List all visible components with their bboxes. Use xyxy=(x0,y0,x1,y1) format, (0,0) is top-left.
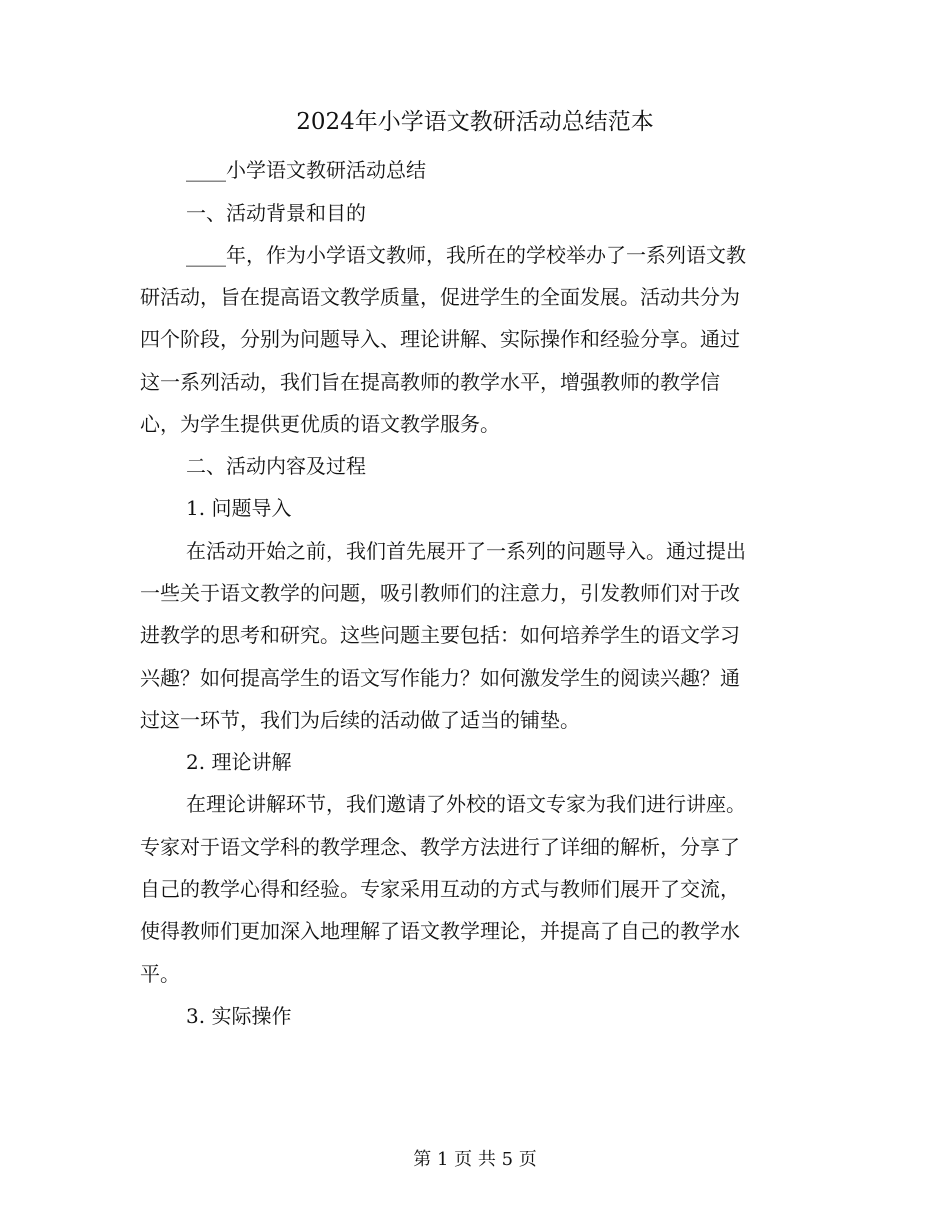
paragraph-line: 心，为学生提供更优质的语文教学服务。 xyxy=(140,412,500,436)
paragraph-line: 在活动开始之前，我们首先展开了一系列的问题导入。通过提出 xyxy=(186,539,746,563)
paragraph-line: 一些关于语文教学的问题，吸引教师们的注意力，引发教师们对于改 xyxy=(140,581,740,605)
paragraph-line: 平。 xyxy=(140,962,180,986)
page-footer: 第 1 页 共 5 页 xyxy=(413,1149,537,1170)
paragraph-line: 在理论讲解环节，我们邀请了外校的语文专家为我们进行讲座。 xyxy=(186,792,746,816)
paragraph-line: 研活动，旨在提高语文教学质量，促进学生的全面发展。活动共分为 xyxy=(140,285,740,309)
subsection-heading-3: 3. 实际操作 xyxy=(186,1004,292,1028)
subsection-heading-2: 2. 理论讲解 xyxy=(186,750,292,774)
paragraph-line: 四个阶段，分别为问题导入、理论讲解、实际操作和经验分享。通过 xyxy=(140,327,740,351)
paragraph-line: 自己的教学心得和经验。专家采用互动的方式与教师们展开了交流， xyxy=(140,877,740,901)
paragraph-line: 兴趣？如何提高学生的语文写作能力？如何激发学生的阅读兴趣？通 xyxy=(140,666,740,690)
paragraph-line: ____年，作为小学语文教师，我所在的学校举办了一系列语文教 xyxy=(186,243,746,267)
subtitle-line: ____小学语文教研活动总结 xyxy=(186,158,426,182)
paragraph-line: 专家对于语文学科的教学理念、教学方法进行了详细的解析，分享了 xyxy=(140,835,740,859)
paragraph-line: 这一系列活动，我们旨在提高教师的教学水平，增强教师的教学信 xyxy=(140,370,720,394)
paragraph-line: 使得教师们更加深入地理解了语文教学理论，并提高了自己的教学水 xyxy=(140,919,740,943)
subsection-heading-1: 1. 问题导入 xyxy=(186,496,292,520)
document-title: 2024年小学语文教研活动总结范本 xyxy=(296,109,654,135)
paragraph-line: 进教学的思考和研究。这些问题主要包括：如何培养学生的语文学习 xyxy=(140,623,740,647)
paragraph-line: 过这一环节，我们为后续的活动做了适当的铺垫。 xyxy=(140,708,580,732)
section-heading-1: 一、活动背景和目的 xyxy=(186,201,366,225)
section-heading-2: 二、活动内容及过程 xyxy=(186,454,366,478)
